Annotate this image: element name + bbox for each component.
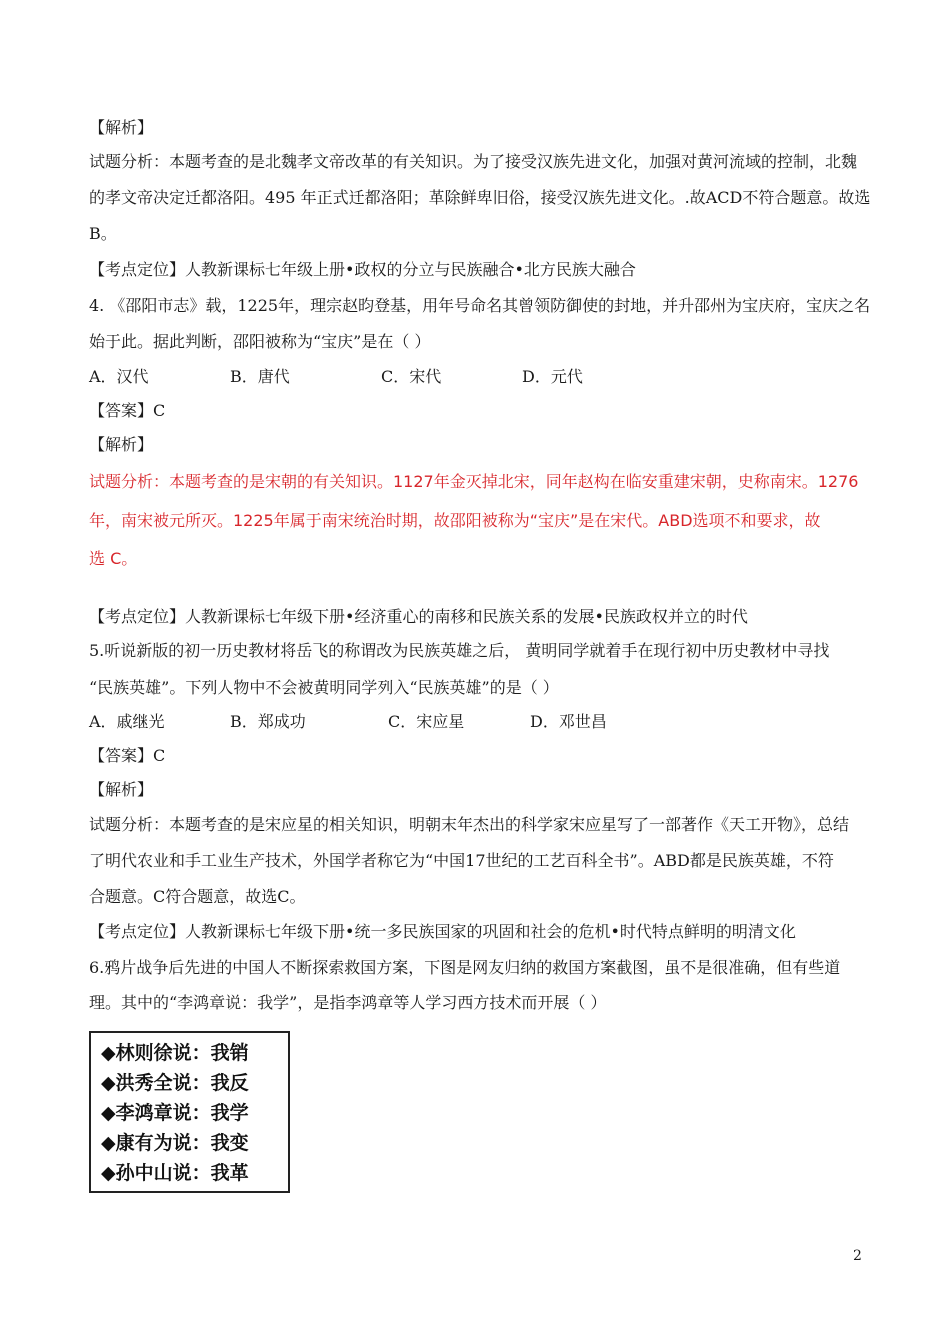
box-item: ◆李鸿章说：我学 [101,1102,249,1124]
box-item: ◆康有为说：我变 [101,1132,249,1154]
box-item: ◆林则徐说：我销 [101,1042,249,1064]
analysis-text: 试题分析：本题考查的是宋应星的相关知识，明朝末年杰出的科学家宋应星写了一部著作《天工开物》，总结 [89,815,850,834]
box-item: ◆洪秀全说：我反 [101,1072,249,1094]
kaodian-line: 【考点定位】人教新课标七年级下册•经济重心的南移和民族关系的发展•民族政权并立的时代 [89,607,748,626]
kaodian-line: 【考点定位】人教新课标七年级下册•统一多民族国家的巩固和社会的危机•时代特点鲜明的明清文化 [89,922,796,941]
q5-option-d: D．邓世昌 [530,712,607,731]
q4-analysis-red: 选 C。 [89,549,138,568]
q4-option-c: C．宋代 [381,367,442,386]
jiexi-heading: 【解析】 [89,118,154,137]
q5-option-a: A．戚继光 [89,712,165,731]
analysis-text: 的孝文帝决定迁都洛阳。495 年正式迁都洛阳；革除鲜卑旧俗，接受汉族先进文化。.故ACD不符合题意。故选 [89,188,871,207]
question-4-stem: 4. 《邵阳市志》载，1225年，理宗赵昀登基，用年号命名其曾领防御使的封地，并升邵州为宝庆府，宝庆之名 [89,296,871,315]
question-6-stem: 6.鸦片战争后先进的中国人不断探索救国方案，下图是网友归纳的救国方案截图，虽不是很准确，但有些道 [89,958,841,977]
jiexi-heading: 【解析】 [89,435,154,454]
q4-option-a: A．汉代 [89,367,149,386]
analysis-text: 试题分析：本题考查的是北魏孝文帝改革的有关知识。为了接受汉族先进文化，加强对黄河流域的控制，北魏 [89,152,858,171]
analysis-text: 了明代农业和手工业生产技术，外国学者称它为“中国17世纪的工艺百科全书”。ABD都是民族英雄，不符 [89,851,834,870]
q4-option-d: D．元代 [522,367,583,386]
quote-box-figure [89,1031,290,1193]
q4-option-b: B．唐代 [230,367,290,386]
q4-analysis-red: 年，南宋被元所灭。1225年属于南宋统治时期，故邵阳被称为“宝庆”是在宋代。ABD选项不和要求，故 [89,511,821,530]
question-5-stem: “民族英雄”。下列人物中不会被黄明同学列入“民族英雄”的是（ ） [89,678,559,697]
q4-answer: 【答案】C [89,401,166,420]
q5-option-b: B．郑成功 [230,712,306,731]
box-item: ◆孙中山说：我革 [101,1162,249,1184]
question-4-stem: 始于此。据此判断，邵阳被称为“宝庆”是在（ ） [89,332,431,351]
analysis-text: B。 [89,224,117,243]
jiexi-heading: 【解析】 [89,780,154,799]
analysis-text: 合题意。C符合题意，故选C。 [89,887,306,906]
q5-option-c: C．宋应星 [388,712,465,731]
question-6-stem: 理。其中的“李鸿章说：我学”，是指李鸿章等人学习西方技术而开展（ ） [89,993,607,1012]
q4-analysis-red: 试题分析：本题考查的是宋朝的有关知识。1127年金灭掉北宋，同年赵构在临安重建宋朝，史称南宋。1276 [89,472,859,491]
kaodian-line: 【考点定位】人教新课标七年级上册•政权的分立与民族融合•北方民族大融合 [89,260,636,279]
question-5-stem: 5.听说新版的初一历史教材将岳飞的称谓改为民族英雄之后， 黄明同学就着手在现行初中历史教材中寻找 [89,641,830,660]
q5-answer: 【答案】C [89,746,166,765]
page-number: 2 [853,1248,862,1264]
